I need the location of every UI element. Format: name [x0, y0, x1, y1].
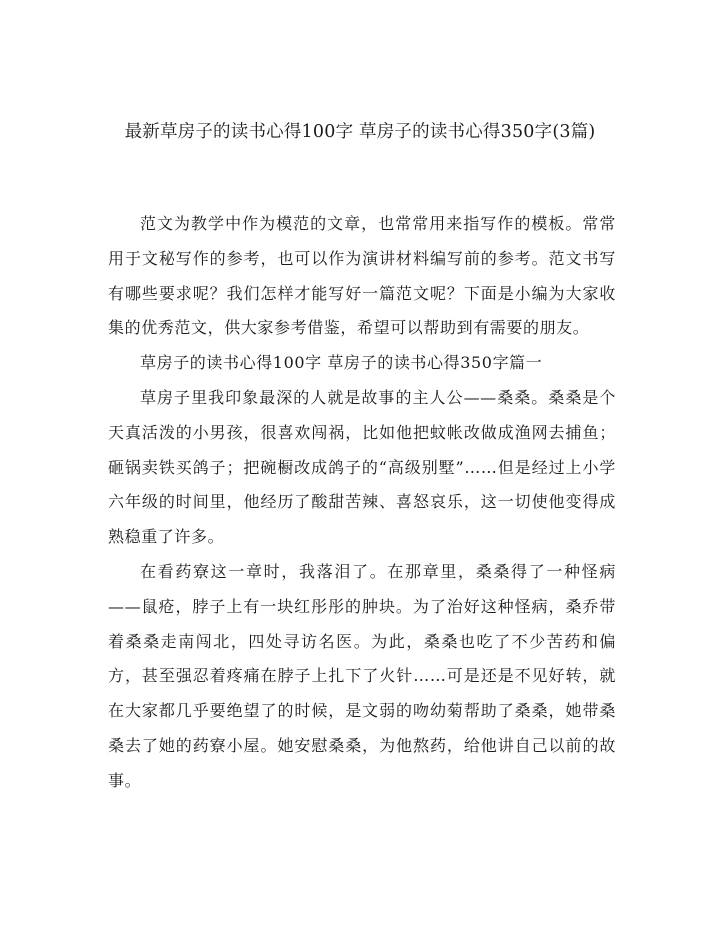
- section-heading: 草房子的读书心得100字 草房子的读书心得350字篇一: [140, 353, 543, 373]
- paragraph-yaoliao: 在看药寮这一章时，我落泪了。在那章里，桑桑得了一种怪病——鼠疮，脖子上有一块红彤彤的肿块。为了治好这种怪病，桑乔带着桑桑走南闯北，四处寻访名医。为此，桑桑也吃了不少苦药和偏方，甚至强忍着疼痛在脖子上扎下了火针……可是还是不见好转，就在大家都几乎要绝望了的时候，是文弱的吻幼菊帮助了桑桑，她带桑桑去了她的药寮小屋。她安慰桑桑，为他熬药，给他讲自己以前的故事。: [108, 561, 616, 790]
- paragraph-intro: 范文为教学中作为模范的文章，也常常用来指写作的模板。常常用于文秘写作的参考，也可以作为演讲材料编写前的参考。范文书写有哪些要求呢？我们怎样才能写好一篇范文呢？下面是小编为大家收集的优秀范文，供大家参考借鉴，希望可以帮助到有需要的朋友。: [108, 214, 616, 338]
- document-body: [108, 207, 616, 799]
- paragraph-sangsang: 草房子里我印象最深的人就是故事的主人公——桑桑。桑桑是个天真活泼的小男孩，很喜欢闯祸，比如他把蚊帐改做成渔网去捕鱼；砸锅卖铁买鸽子；把碗橱改成鸽子的“高级别墅”……但是经过上小学六年级的时间里，他经历了酸甜苦辣、喜怒哀乐，这一切使他变得成熟稳重了许多。: [108, 387, 616, 547]
- document-title: 最新草房子的读书心得100字 草房子的读书心得350字(3篇): [124, 122, 596, 142]
